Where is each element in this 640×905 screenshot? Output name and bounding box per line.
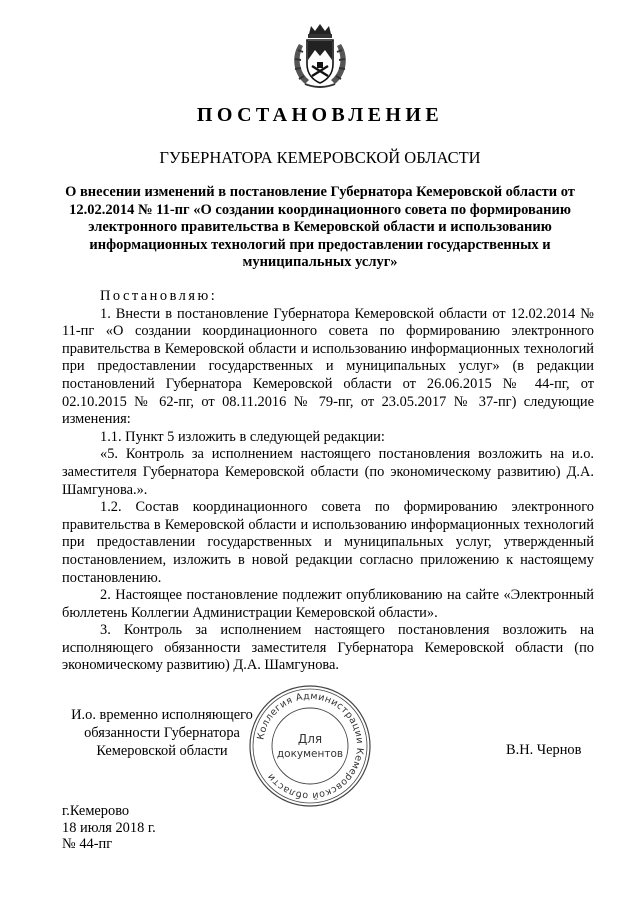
signatory-name: В.Н. Чернов: [506, 742, 582, 758]
issuer-heading: ГУБЕРНАТОРА КЕМЕРОВСКОЙ ОБЛАСТИ: [159, 148, 481, 167]
document-number: № 44-пг: [62, 836, 113, 852]
issue-city: г.Кемерово: [62, 803, 130, 819]
issue-date: 18 июля 2018 г.: [62, 819, 156, 836]
stamp-ring-text: Коллегия Администрации Кемеровской области: [255, 690, 366, 802]
document-body: [62, 288, 594, 675]
coat-of-arms-emblem: [289, 22, 351, 90]
signatory-position-line: Кемеровской области: [96, 743, 228, 759]
clause-1-1-text: «5. Контроль за исполнением настоящего постановления возложить на и.о. заместителя Губернатора Кемеровской области (по экономическому развитию) Д.А. Шамгунова.».: [62, 446, 594, 498]
stamp-center-text: документов: [276, 748, 344, 760]
clause-1-2: 1.2. Состав координационного совета по формированию электронного правительства в Кемеровской области и использованию информационных технологий при предоставлении государственных и муниципальных услуг, утвержденный постановлением, изложить в новой редакции согласно приложению к настоящему постановлению.: [62, 499, 594, 586]
document-subject: О внесении изменений в постановление Губернатора Кемеровской области от 12.02.2014 № 11-пг «О создании координационного совета по формированию электронного правительства в Кемеровской области и использованию информационных технологий при предоставлении государственных и муниципальных услуг»: [65, 184, 575, 270]
clause-1: 1. Внести в постановление Губернатора Кемеровской области от 12.02.2014 № 11-пг «О создании координационного совета по формированию электронного правительства в Кемеровской области и использованию информационных технологий при предоставлении государственных и муниципальных услуг» (в редакции постановлений Губернатора Кемеровской области от 26.06.2015 № 44-пг, от 02.10.2015 № 62-пг, от 08.11.2016 № 79-пг, от 23.05.2017 № 37-пг) следующие изменения:: [62, 305, 594, 428]
clause-2: 2. Настоящее постановление подлежит опубликованию на сайте «Электронный бюллетень Коллегии Администрации Кемеровской области».: [62, 587, 594, 621]
clause-1-1: 1.1. Пункт 5 изложить в следующей редакции:: [100, 428, 385, 445]
signatory-position-line: И.о. временно исполняющего: [71, 707, 253, 723]
preamble: Постановляю:: [100, 288, 218, 304]
clause-3: 3. Контроль за исполнением настоящего постановления возложить на исполняющего обязанности заместителя Губернатора Кемеровской области (по экономическому развитию) Д.А. Шамгунова.: [62, 622, 594, 674]
signatory-position: [62, 706, 262, 760]
document-footer: [62, 803, 156, 853]
signatory-position-line: обязанности Губернатора: [84, 725, 240, 741]
official-stamp: [247, 683, 373, 809]
stamp-center-text: Для: [297, 732, 323, 746]
document-type-heading: ПОСТАНОВЛЕНИЕ: [196, 104, 444, 126]
